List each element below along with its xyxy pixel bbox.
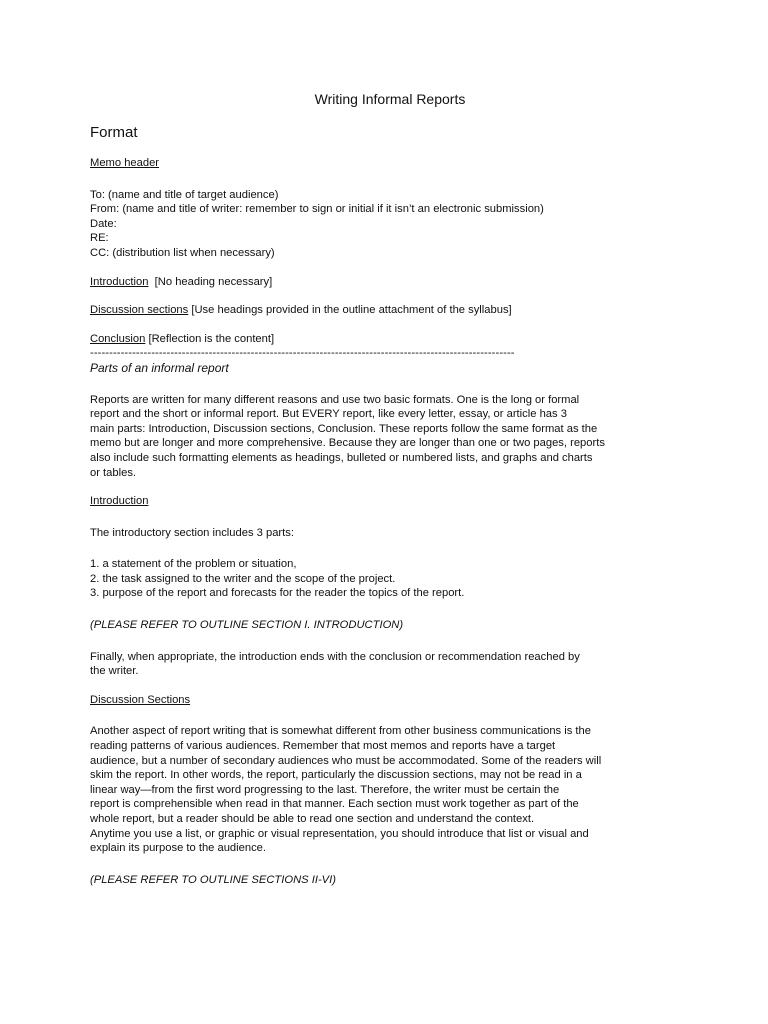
- memo-lines: [90, 188, 690, 261]
- paragraph-line: or tables.: [90, 466, 137, 479]
- paragraph-line: skim the report. In other words, the report, particularly the discussion sections, may not be read in a: [90, 769, 582, 782]
- discussion-heading: Discussion Sections: [90, 693, 191, 706]
- paragraph-line: linear way—from the first word progressing to the last. Therefore, the writer must be certain the: [90, 783, 560, 796]
- memo-header-label: Memo header: [90, 157, 160, 169]
- paragraph-line: explain its purpose to the audience.: [90, 842, 267, 855]
- discussion-line: [90, 303, 690, 318]
- memo-line-re: RE:: [90, 232, 109, 245]
- paragraph-line: Finally, when appropriate, the introduction ends with the conclusion or recommendation reached by: [90, 650, 580, 663]
- introduction-list: [90, 557, 690, 601]
- introduction-label: Introduction: [90, 275, 149, 288]
- paragraph-line: memo but are longer and more comprehensive. Because they are longer than one or two pages, reports: [90, 437, 605, 450]
- paragraph-line: report and the short or informal report. But EVERY report, like every letter, essay, or article has 3: [90, 408, 567, 421]
- paragraph-discussion: [90, 724, 690, 855]
- introduction-note: [No heading necessary]: [148, 275, 273, 288]
- paragraph-line: main parts: Introduction, Discussion sections, Conclusion. These reports follow the same format as the: [90, 422, 598, 435]
- document-title: Writing Informal Reports: [314, 91, 466, 107]
- conclusion-note: [Reflection is the content]: [145, 332, 275, 345]
- introduction-heading: Introduction: [90, 495, 149, 508]
- paragraph-line: audience, but a number of secondary audiences who must be accommodated. Some of the readers will: [90, 754, 602, 767]
- memo-line-cc: CC: (distribution list when necessary): [90, 246, 275, 259]
- memo-line-date: Date:: [90, 217, 117, 230]
- paragraph-line: also include such formatting elements as headings, bulleted or numbered lists, and graphs and charts: [90, 451, 593, 464]
- refer-introduction: (PLEASE REFER TO OUTLINE SECTION I. INTRODUCTION): [90, 619, 404, 632]
- paragraph-line: the writer.: [90, 665, 139, 678]
- finally-paragraph: [90, 650, 690, 679]
- paragraph-reports: [90, 393, 690, 481]
- introduction-line: [90, 275, 690, 290]
- paragraph-line: Another aspect of report writing that is somewhat different from other business communications is the: [90, 725, 591, 738]
- memo-line-from: From: (name and title of writer: remember to sign or initial if it isn’t an electronic submission): [90, 203, 544, 216]
- conclusion-line: [90, 332, 690, 347]
- document-content: [90, 88, 690, 887]
- introduction-text: The introductory section includes 3 parts:: [90, 526, 294, 539]
- divider-line: ---------------------------------------------------------------------------------------------------------------: [90, 347, 515, 360]
- paragraph-line: Reports are written for many different reasons and use two basic formats. One is the long or formal: [90, 393, 580, 406]
- list-item: 1. a statement of the problem or situation,: [90, 558, 297, 571]
- memo-line-to: To: (name and title of target audience): [90, 188, 279, 201]
- paragraph-line: whole report, but a reader should be able to read one section and understand the context.: [90, 813, 535, 825]
- paragraph-line: Anytime you use a list, or graphic or visual representation, you should introduce that list or visual and: [90, 827, 589, 840]
- list-item: 2. the task assigned to the writer and the scope of the project.: [90, 572, 396, 585]
- paragraph-line: reading patterns of various audiences. Remember that most memos and reports have a target: [90, 740, 556, 753]
- paragraph-line: report is comprehensible when read in that manner. Each section must work together as part of the: [90, 798, 579, 811]
- refer-discussion: (PLEASE REFER TO OUTLINE SECTIONS II-VI): [90, 873, 336, 886]
- list-item: 3. purpose of the report and forecasts for the reader the topics of the report.: [90, 587, 465, 600]
- discussion-label: Discussion sections: [90, 304, 189, 317]
- format-heading: Format: [90, 124, 138, 141]
- conclusion-label: Conclusion: [90, 332, 146, 345]
- discussion-note: [Use headings provided in the outline attachment of the syllabus]: [188, 304, 512, 317]
- parts-heading: Parts of an informal report: [90, 360, 229, 375]
